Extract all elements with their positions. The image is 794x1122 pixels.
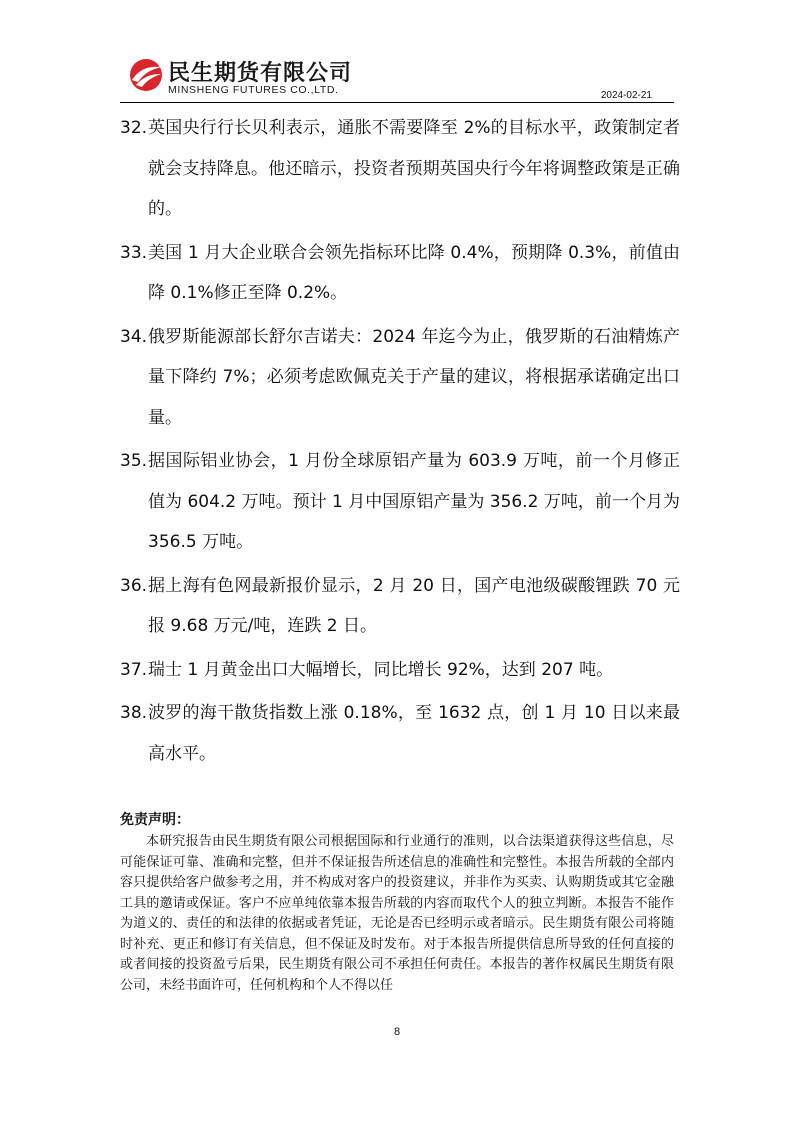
item-text: 瑞士 1 月黄金出口大幅增长，同比增长 92%，达到 207 吨。: [148, 659, 614, 680]
item-text: 俄罗斯能源部长舒尔吉诺夫：2024 年迄今为止，俄罗斯的石油精炼产量下降约 7%；必须考虑欧佩克关于产量的建议，将根据承诺确定出口量。: [148, 326, 680, 428]
list-item: [120, 233, 680, 314]
item-number: 33.: [120, 242, 148, 263]
news-list: [120, 108, 680, 777]
item-text: 据国际铝业协会，1 月份全球原铝产量为 603.9 万吨，前一个月修正值为 604.2 万吨。预计 1 月中国原铝产量为 356.2 万吨，前一个月为 356.5 万吨。: [148, 451, 680, 552]
item-text: 美国 1 月大企业联合会领先指标环比降 0.4%，预期降 0.3%，前值由降 0.1%修正至降 0.2%。: [148, 242, 680, 303]
list-item: [120, 566, 680, 647]
item-text: 波罗的海干散货指数上涨 0.18%，至 1632 点，创 1 月 10 日以来最高水平。: [148, 703, 680, 764]
report-date: 2024-02-21: [600, 90, 652, 101]
item-number: 36.: [120, 575, 148, 596]
disclaimer-title: 免责声明：: [120, 812, 190, 828]
list-item: [120, 108, 680, 230]
item-number: 38.: [120, 703, 148, 723]
list-item: [120, 441, 680, 563]
list-item: [120, 693, 680, 774]
item-number: 34.: [120, 326, 148, 347]
page-number: 8: [393, 1026, 401, 1038]
disclaimer-section: [120, 810, 674, 996]
disclaimer-body: 本研究报告由民生期货有限公司根据国际和行业通行的准则，以合法渠道获得这些信息，尽可能保证可靠、准确和完整，但并不保证报告所述信息的准确性和完整性。本报告所载的全部内容只提供给客户做参考之用，并不构成对客户的投资建议，并非作为买卖、认购期货或其它金融工具的邀请或保证。客户不应单纯依靠本报告所载的内容而取代个人的独立判断。本报告不能作为道义的、责任的和法律的依据或者凭证，无论是否已经明示或者暗示。民生期货有限公司将随时补充、更正和修订有关信息，但不保证及时发布。对于本报告所提供信息所导致的任何直接的或者间接的投资盈亏后果，民生期货有限公司不承担任何责任。本报告的著作权属民生期货有限公司，未经书面许可，任何机构和个人不得以任: [120, 834, 674, 993]
page-header: [120, 56, 674, 104]
item-number: 32.: [120, 118, 148, 138]
item-number: 35.: [120, 451, 148, 471]
list-item: [120, 650, 680, 691]
list-item: [120, 317, 680, 439]
header-divider: [120, 102, 674, 103]
item-text: 据上海有色网最新报价显示，2 月 20 日，国产电池级碳酸锂跌 70 元报 9.68 万元/吨，连跌 2 日。: [148, 575, 680, 636]
company-name-en: MINSHENG FUTURES CO.,LTD.: [168, 84, 339, 96]
item-number: 37.: [120, 659, 148, 680]
company-name-cn: 民生期货有限公司: [168, 61, 353, 86]
minsheng-logo-icon: [126, 58, 166, 92]
item-text: 英国央行行长贝利表示，通胀不需要降至 2%的目标水平，政策制定者就会支持降息。他还暗示，投资者预期英国央行今年将调整政策是正确的。: [148, 118, 680, 219]
